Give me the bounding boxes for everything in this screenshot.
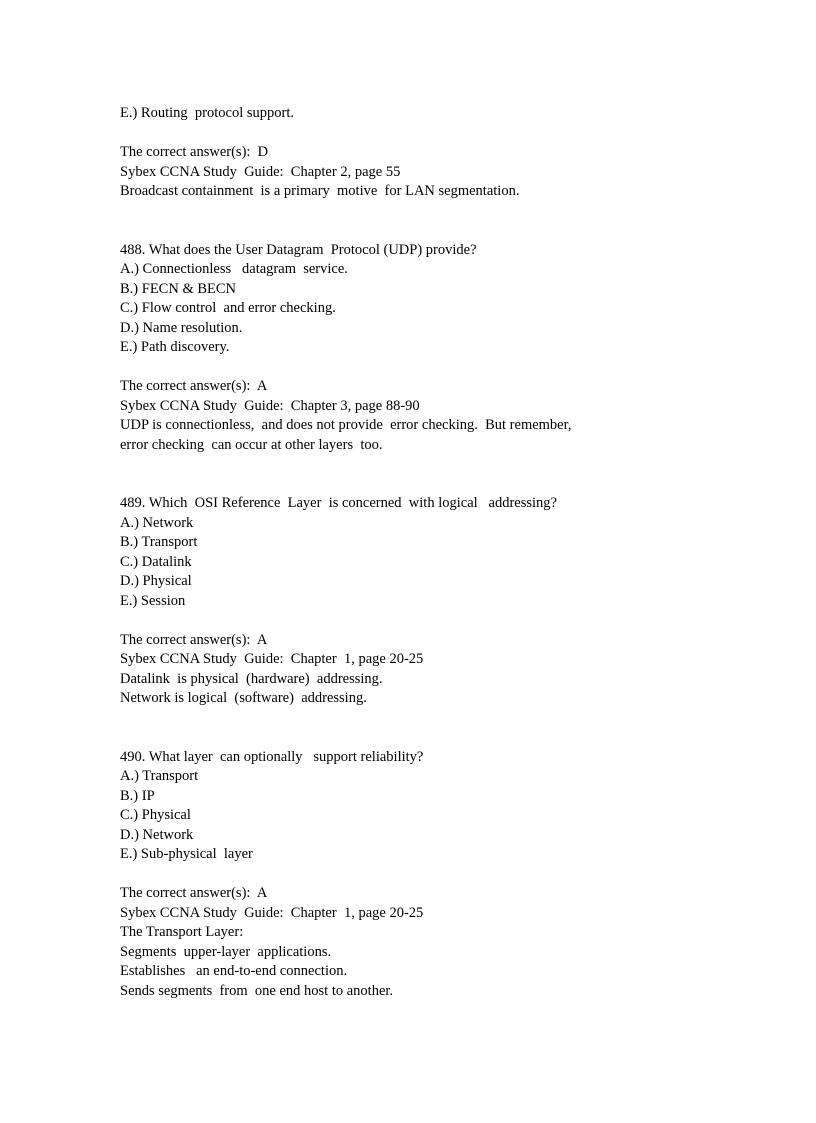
explanation-line: Sends segments from one end host to another. xyxy=(120,982,394,999)
explanation-line: UDP is connectionless, and does not provide error checking. But remember, xyxy=(120,417,572,433)
correct-answer: The correct answer(s): A xyxy=(120,885,268,901)
option-d: D.) Network xyxy=(120,826,194,843)
question-block-489 xyxy=(120,494,680,709)
option-b: B.) IP xyxy=(120,787,155,804)
option-a: A.) Transport xyxy=(120,768,199,784)
explanation-line: error checking can occur at other layers too. xyxy=(120,436,383,453)
option-d: D.) Physical xyxy=(120,573,192,589)
option-c: C.) Datalink xyxy=(120,553,192,570)
question-text: 489. Which OSI Reference Layer is concerned with logical addressing? xyxy=(120,495,557,511)
option-a: A.) Connectionless datagram service. xyxy=(120,261,348,277)
question-text: 488. What does the User Datagram Protocol (UDP) provide? xyxy=(120,241,477,258)
correct-answer: The correct answer(s): A xyxy=(120,378,268,394)
option-e: E.) Routing protocol support. xyxy=(120,105,294,121)
reference: Sybex CCNA Study Guide: Chapter 1, page 20-25 xyxy=(120,904,424,921)
option-a: A.) Network xyxy=(120,514,194,531)
question-block-488 xyxy=(120,241,680,456)
option-d: D.) Name resolution. xyxy=(120,319,243,336)
correct-answer: The correct answer(s): D xyxy=(120,144,269,160)
option-b: B.) Transport xyxy=(120,534,198,550)
explanation-line: Network is logical (software) addressing. xyxy=(120,690,367,706)
reference: Sybex CCNA Study Guide: Chapter 2, page 55 xyxy=(120,163,401,180)
document-content xyxy=(120,104,680,1001)
reference: Sybex CCNA Study Guide: Chapter 3, page 88-90 xyxy=(120,397,420,414)
option-b: B.) FECN & BECN xyxy=(120,280,237,297)
explanation-line: Segments upper-layer applications. xyxy=(120,943,332,960)
explanation-line: The Transport Layer: xyxy=(120,924,244,940)
question-block-490 xyxy=(120,748,680,1002)
option-c: C.) Flow control and error checking. xyxy=(120,300,336,316)
option-e: E.) Sub-physical layer xyxy=(120,846,253,862)
previous-question-tail xyxy=(120,104,680,202)
question-text: 490. What layer can optionally support reliability? xyxy=(120,748,424,765)
explanation-line: Datalink is physical (hardware) addressing. xyxy=(120,670,383,687)
explanation-line: Establishes an end-to-end connection. xyxy=(120,963,348,979)
correct-answer: The correct answer(s): A xyxy=(120,631,268,648)
explanation-line: Broadcast containment is a primary motive for LAN segmentation. xyxy=(120,183,520,199)
reference: Sybex CCNA Study Guide: Chapter 1, page 20-25 xyxy=(120,651,424,667)
option-e: E.) Path discovery. xyxy=(120,339,230,355)
option-e: E.) Session xyxy=(120,592,186,609)
option-c: C.) Physical xyxy=(120,807,191,823)
